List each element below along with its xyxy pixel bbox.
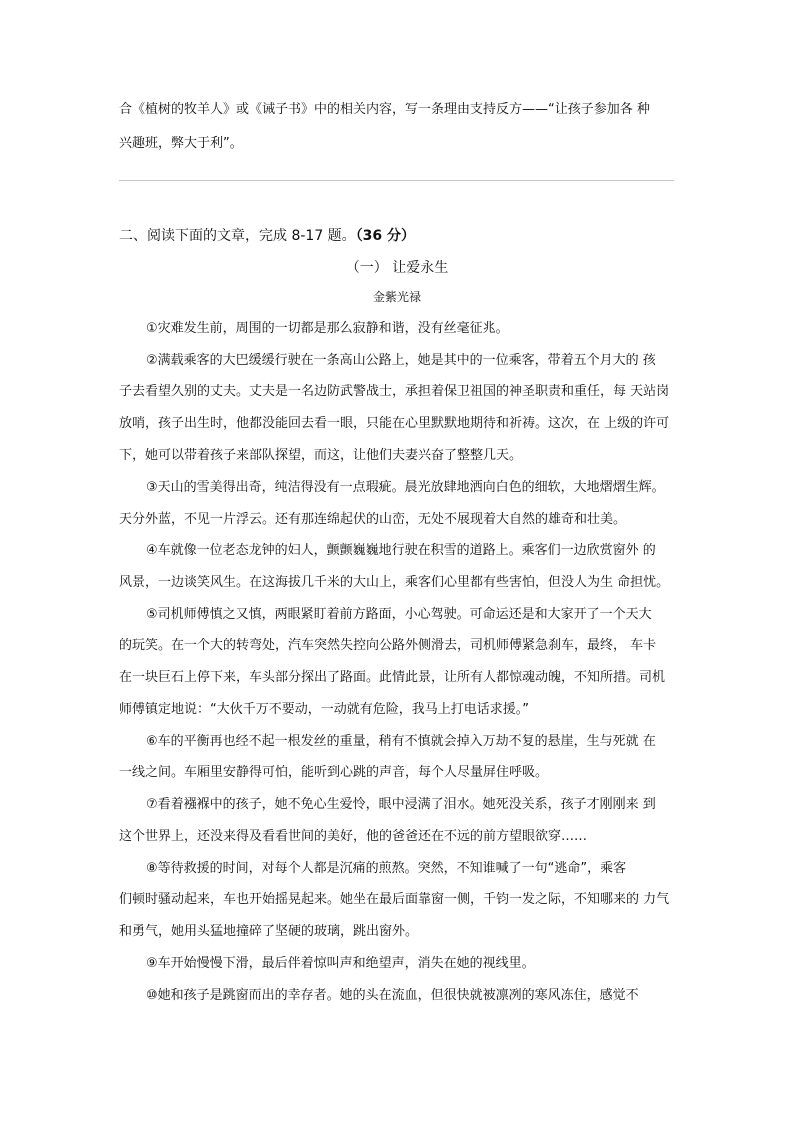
section-heading (119, 227, 415, 245)
paragraph-7-line-1: ⑦看着襁褓中的孩子，她不免心生爱怜，眼中浸满了泪水。她死没关系，孩子才刚刚来 到 (146, 797, 656, 812)
paragraph-10-line-1: ⑩她和孩子是跳窗而出的幸存者。她的头在流血，但很快就被凛冽的寒风冻住，感觉不 (146, 988, 639, 1003)
divider (119, 180, 674, 181)
paragraph-1-line-1: ①灾难发生前，周围的一切都是那么寂静和谐，没有丝毫征兆。 (146, 321, 509, 336)
section-score: （36 分） (355, 228, 416, 244)
paragraph-5-line-2: 的玩笑。在一个大的转弯处，汽车突然失控向公路外侧滑去，司机师傅紧急刹车，最终， 车卡 (119, 638, 657, 653)
paragraph-5-line-3: 在一块巨石上停下来，车头部分探出了路面。此情此景，让所有人都惊魂动魄，不知所措。司机 (119, 670, 666, 685)
intro-line-1: 合《植树的牧羊人》或《诫子书》中的相关内容，写一条理由支持反方——“让孩子参加各 种 (119, 102, 650, 117)
article-title: （一） 让爱永生 (345, 260, 449, 276)
paragraph-8-line-2: 们顿时骚动起来，车也开始摇晃起来。她坐在最后面靠窗一侧，千钧一发之际，不知哪来的 力气 (119, 892, 670, 907)
paragraph-7-line-2: 这个世界上，还没来得及看看世间的美好，他的爸爸还在不远的前方望眼欲穿…… (119, 829, 588, 844)
paragraph-6-line-1: ⑥车的平衡再也经不起一根发丝的重量，稍有不慎就会掉入万劫不复的悬崖，生与死就 在 (146, 734, 656, 749)
paragraph-9-line-1: ⑨车开始慢慢下滑，最后伴着惊叫声和绝望声，消失在她的视线里。 (146, 956, 535, 971)
paragraph-3-line-2: 天分外蓝，不见一片浮云。还有那连绵起伏的山峦，无处不展现着大自然的雄奇和壮美。 (119, 512, 627, 527)
paragraph-2-line-3: 放哨，孩子出生时，他都没能回去看一眼，只能在心里默默地期待和祈祷。这次，在 上级的许可 (119, 416, 670, 431)
paragraph-2-line-4: 下，她可以带着孩子来部队探望，而这，让他们夫妻兴奋了整整几天。 (119, 448, 523, 463)
paragraph-3-line-1: ③天山的雪美得出奇，纯洁得没有一点瑕疵。晨光放肆地洒向白色的细软，大地熠熠生辉。 (146, 480, 665, 495)
paragraph-6-line-2: 一线之间。车厢里安静得可怕，能听到心跳的声音，每个人尽量屏住呼吸。 (119, 765, 549, 780)
intro-line-2: 兴趣班，弊大于利”。 (119, 136, 243, 151)
paragraph-4-line-1: ④车就像一位老态龙钟的妇人，颤颤巍巍地行驶在积雪的道路上。乘客们一边欣赏窗外 的 (146, 543, 656, 558)
paragraph-8-line-3: 和勇气，她用头猛地撞碎了坚硬的玻璃，跳出窗外。 (119, 924, 419, 939)
paragraph-2-line-1: ②满载乘客的大巴缓缓行驶在一条高山公路上，她是其中的一位乘客，带着五个月大的 孩 (146, 353, 656, 368)
paragraph-2-line-2: 子去看望久别的丈夫。丈夫是一名边防武警战士，承担着保卫祖国的神圣职责和重任，每 天站岗 (119, 384, 670, 399)
paragraph-4-line-2: 风景，一边谈笑风生。在这海拔几千米的大山上，乘客们心里都有些害怕，但没人为生 命担忧。 (119, 575, 670, 590)
section-heading-text: 二、阅读下面的文章，完成 8-17 题。 (119, 228, 356, 244)
paragraph-8-line-1: ⑧等待救援的时间，对每个人都是沉痛的煎熬。突然，不知谁喊了一句“逃命”，乘客 (146, 861, 627, 876)
article-author: 金紫光禄 (372, 290, 421, 304)
paragraph-5-line-1: ⑤司机师傅慎之又慎，两眼紧盯着前方路面，小心驾驶。可命运还是和大家开了一个天大 (146, 607, 652, 622)
paragraph-5-line-4: 师傅镇定地说：“大伙千万不要动，一动就有危险，我马上打电话求援。” (119, 702, 529, 717)
